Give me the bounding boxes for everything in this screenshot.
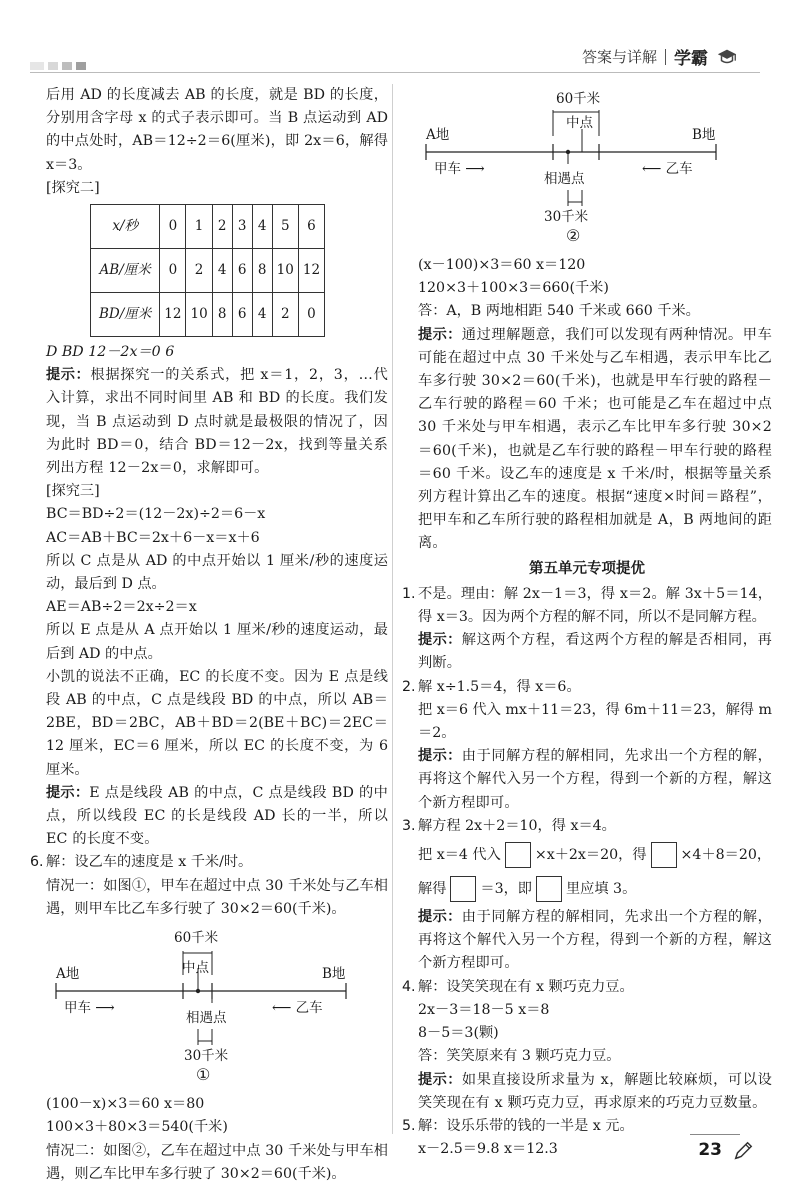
paragraph: 所以 E 点是从 A 点开始以 1 厘米/秒的速度运动，最后到 AD 的中点。 <box>46 622 388 662</box>
section-title: 第五单元专项提优 <box>529 560 645 577</box>
table-cell: 2 <box>186 249 212 293</box>
tip-label: 提示： <box>418 748 462 765</box>
question-4 <box>402 976 772 1115</box>
equation: 8－5＝3(颗) <box>418 1025 499 1042</box>
answer-line: D BD 12－2x＝0 6 <box>46 344 175 361</box>
equation: BC＝BD÷2＝(12－2x)÷2＝6－x <box>46 506 266 523</box>
paragraph: 小凯的说法不正确，EC 的长度不变。因为 E 点是线段 AB 的中点，C 点是线段 BD 的中点，所以 AB＝2BE，BD＝2BC，AB＋BD＝2(BE＋BC)＝2EC＝12 厘米，EC＝6 厘米，所以 EC 的长度不变，为 6 厘米。 <box>46 668 388 778</box>
figure-1 <box>46 923 376 1091</box>
equation: AE＝AB÷2＝2x÷2＝x <box>46 599 197 616</box>
tip-label: 提示： <box>418 909 462 926</box>
answer: 答：A，B 两地相距 540 千米或 660 千米。 <box>418 303 700 320</box>
pencil-icon <box>732 1140 754 1162</box>
table-cell: 6 <box>232 293 252 337</box>
header-section: 答案与详解 <box>581 48 657 66</box>
figure-bottom-label: 30千米 <box>184 1048 229 1065</box>
table-header-cell: AB/厘米 <box>91 249 160 293</box>
tip-block <box>418 1069 772 1115</box>
header-divider <box>665 49 666 65</box>
box-equation-line <box>418 872 772 906</box>
data-table <box>90 204 325 337</box>
figure-car-a: 甲车 ⟶ <box>64 1000 115 1017</box>
tip-text: 由于同解方程的解相同，先求出一个方程的解，再将这个解代入另一个方程，得到一个新的方程，解这个新方程即可。 <box>418 909 772 972</box>
column-divider <box>392 84 393 1134</box>
question-2 <box>402 676 772 815</box>
figure-number: ② <box>566 226 581 245</box>
case-text: 情况二：如图②，乙车在超过中点 30 千米处与甲车相遇，则乙车比甲车多行驶了 30×2＝60(千米)。 <box>46 1142 388 1182</box>
tip-text: 根据探究一的关系式，把 x＝1，2，3，…代入计算，求出不同时间里 AB 和 BD 的长度。我们发现，当 B 点运动到 D 点时就是最极限的情况了，因为此时 BD＝0，结合 BD＝12－2x，找到等量关系列出方程 12－2x＝0，求解即可。 <box>46 367 388 477</box>
figure-car-a: 甲车 ⟶ <box>434 161 485 177</box>
tip-block <box>46 782 388 852</box>
tip-block <box>418 906 772 976</box>
table-cell: 1 <box>186 205 212 249</box>
header-decoration <box>30 62 86 70</box>
tip-text: 解这两个方程，看这两个方程的解是否相同，再判断。 <box>418 632 772 672</box>
text-fragment: ×4＋8＝20， <box>680 847 772 864</box>
figure-top-label: 60千米 <box>556 91 601 107</box>
blank-box <box>450 876 476 902</box>
figure-car-b: ⟵ 乙车 <box>642 161 693 177</box>
tip-block <box>418 745 772 815</box>
question-number: 6. <box>30 854 44 871</box>
tip-label: 提示： <box>46 784 90 801</box>
question-head: 解：设乙车的速度是 x 千米/时。 <box>46 854 253 871</box>
figure-a-label: A地 <box>426 127 450 143</box>
blank-box <box>536 876 562 902</box>
header-brand: 学霸 <box>674 49 708 69</box>
figure-a-label: A地 <box>56 966 80 983</box>
tip-text: 由于同解方程的解相同，先求出一个方程的解，再将这个解代入另一个方程，得到一个新的方程，解这个新方程即可。 <box>418 748 772 811</box>
text-fragment: 解得 <box>418 881 447 898</box>
tip-label: 提示： <box>418 1071 462 1088</box>
question-number: 4. <box>402 978 416 995</box>
table-cell: 0 <box>160 249 186 293</box>
figure-meet-label: 相遇点 <box>186 1010 227 1027</box>
answer-text: 不是。理由：解 2x－1＝3，得 x＝2。解 3x＋5＝14，得 x＝3。因为两个方程的解不同，所以不是同解方程。 <box>418 585 772 626</box>
figure-2 <box>416 84 746 252</box>
question-number: 2. <box>402 678 416 695</box>
figure-bottom-label: 30千米 <box>544 209 589 225</box>
equation: 120×3＋100×3＝660(千米) <box>418 280 609 297</box>
answer-text: 解：设笑笑现在有 x 颗巧克力豆。 <box>418 978 634 995</box>
explore2-title: [探究二] <box>46 179 100 196</box>
figure-mid-label: 中点 <box>182 960 209 977</box>
figure-b-label: B地 <box>322 966 346 983</box>
table-cell: 8 <box>212 293 232 337</box>
equation: x－2.5＝9.8 x＝12.3 <box>418 1141 558 1158</box>
equation: (x－100)×3＝60 x＝120 <box>418 257 586 273</box>
blank-box <box>505 842 531 868</box>
table-cell: 2 <box>212 205 232 249</box>
table-cell: 8 <box>252 249 272 293</box>
table-cell: 10 <box>186 293 212 337</box>
header-rule <box>30 72 760 73</box>
footer-rule <box>690 1134 740 1135</box>
answer-text: 解 x÷1.5＝4，得 x＝6。 <box>418 678 581 695</box>
equation: (100－x)×3＝60 x＝80 <box>46 1096 205 1113</box>
tip-label: 提示： <box>418 632 462 649</box>
tip-block <box>418 629 772 675</box>
page-number: 23 <box>698 1140 722 1160</box>
table-header-cell: x/秒 <box>91 205 160 249</box>
equation: 100×3＋80×3＝540(千米) <box>46 1119 228 1136</box>
figure-mid-label: 中点 <box>566 115 593 131</box>
tip-text: 通过理解题意，我们可以发现有两种情况。甲车可能在超过中点 30 千米处与乙车相遇，表示甲车比乙车多行驶 30×2＝60(千米)，也就是甲车行驶的路程－乙车行驶的路程＝60 千米；也可能是乙车在超过中点 30 千米处与甲车相遇，表示乙车比甲车多行驶 30×2＝60(千米)，也就是乙车行驶的路程－甲车行驶的路程＝60 千米。设乙车的速度是 x 千米/时，根据等量关系列方程计算出乙车的速度。根据“速度×时间＝路程”，把甲车和乙车所行驶的路程相加就是 A，B 两地间的距离。 <box>418 326 772 552</box>
table-row <box>91 249 325 293</box>
text-fragment: 里应填 3。 <box>565 881 637 898</box>
question-number: 1. <box>402 585 416 602</box>
case-text: 情况一：如图①，甲车在超过中点 30 千米处与乙车相遇，则甲车比乙车多行驶了 30×2＝60(千米)。 <box>46 877 388 917</box>
table-cell: 0 <box>160 205 186 249</box>
question-number: 3. <box>402 817 416 834</box>
figure-number: ① <box>196 1065 211 1085</box>
question-1 <box>402 583 772 676</box>
table-header-cell: BD/厘米 <box>91 293 160 337</box>
table-row <box>91 293 325 337</box>
box-equation-line <box>418 838 772 872</box>
table-cell: 6 <box>298 205 324 249</box>
blank-box <box>651 842 677 868</box>
table-cell: 4 <box>252 205 272 249</box>
figure-b-label: B地 <box>692 127 716 143</box>
answer-text: 把 x＝6 代入 mx＋11＝23，得 6m＋11＝23，解得 m＝2。 <box>418 701 772 742</box>
figure-meet-label: 相遇点 <box>544 171 585 187</box>
graduation-cap-icon <box>716 46 738 68</box>
question-6 <box>30 851 388 1185</box>
answer-text: 解：设乐乐带的钱的一半是 x 元。 <box>418 1117 634 1134</box>
tip-block <box>402 324 772 556</box>
text-fragment: ＝3，即 <box>480 881 532 898</box>
intro-text: 后用 AD 的长度减去 AB 的长度，就是 BD 的长度，分别用含字母 x 的式子表示即可。当 B 点运动到 AD 的中点处时，AB＝12÷2＝6(厘米)，即 2x＝6，解得 x＝3。 <box>46 87 388 173</box>
question-number: 5. <box>402 1117 416 1134</box>
text-fragment: 把 x＝4 代入 <box>418 847 501 864</box>
table-cell: 12 <box>160 293 186 337</box>
question-3 <box>402 815 772 976</box>
equation: AC＝AB＋BC＝2x＋6－x＝x＋6 <box>46 529 260 546</box>
paragraph: 所以 C 点是从 AD 的中点开始以 1 厘米/秒的速度运动，最后到 D 点。 <box>46 552 388 593</box>
table-cell: 0 <box>298 293 324 337</box>
table-cell: 3 <box>232 205 252 249</box>
answer-text: 解方程 2x＋2＝10，得 x＝4。 <box>418 817 616 834</box>
tip-label: 提示： <box>418 326 462 343</box>
table-cell: 4 <box>212 249 232 293</box>
tip-text: 如果直接设所求量为 x，解题比较麻烦，可以设笑笑现在有 x 颗巧克力豆，再求原来的巧克力豆数量。 <box>418 1071 772 1111</box>
left-column <box>30 84 388 1186</box>
table-cell: 6 <box>232 249 252 293</box>
answer-text: 答：笑笑原来有 3 颗巧克力豆。 <box>418 1048 621 1065</box>
figure-car-b: ⟵ 乙车 <box>272 1000 323 1017</box>
tip-text: E 点是线段 AB 的中点，C 点是线段 BD 的中点，所以线段 EC 的长是线段 AD 长的一半，所以 EC 的长度不变。 <box>46 784 388 848</box>
page-header <box>582 44 738 69</box>
table-row <box>91 205 325 249</box>
table-cell: 10 <box>272 249 298 293</box>
tip-block <box>46 364 388 480</box>
figure-top-label: 60千米 <box>174 930 219 947</box>
table-cell: 2 <box>272 293 298 337</box>
text-fragment: ×x＋2x＝20，得 <box>534 847 647 864</box>
explore3-title: [探究三] <box>46 483 100 500</box>
right-column <box>402 82 772 1161</box>
table-cell: 5 <box>272 205 298 249</box>
table-cell: 12 <box>298 249 324 293</box>
table-cell: 4 <box>252 293 272 337</box>
tip-label: 提示： <box>46 367 91 384</box>
equation: 2x－3＝18－5 x＝8 <box>418 1001 550 1018</box>
